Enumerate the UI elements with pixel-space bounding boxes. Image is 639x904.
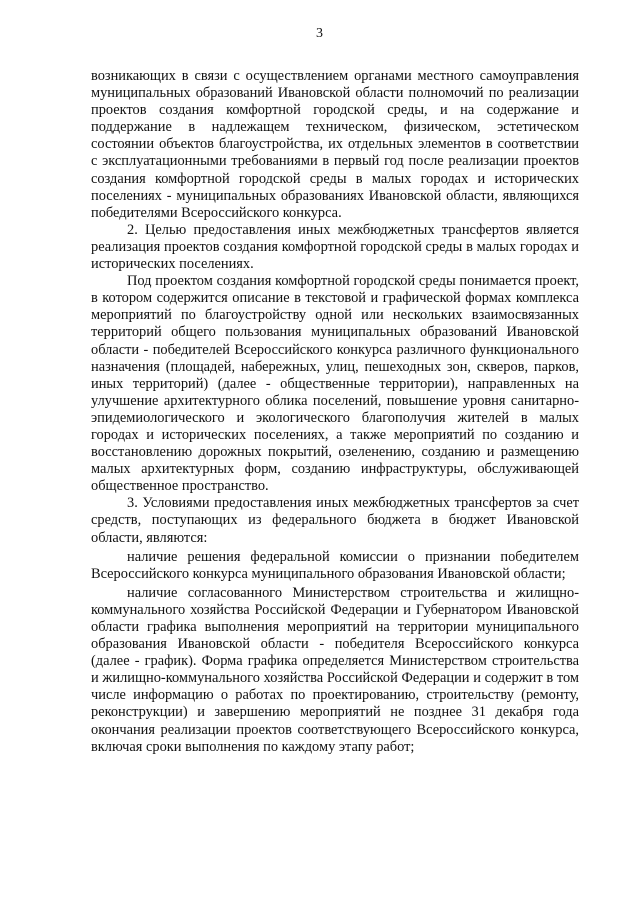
paragraph-goal: 2. Целью предоставления иных межбюджетных трансфертов является реализация проектов создания комфортной городской среды в малых городах и исторических поселениях. [91, 221, 579, 273]
page-number: 3 [316, 26, 323, 41]
document-body [91, 68, 579, 756]
paragraph-conditions: 3. Условиями предоставления иных межбюджетных трансфертов за счет средств, поступающих из федерального бюджета в бюджет Ивановской области, являются: [91, 495, 579, 546]
paragraph-continuation: возникающих в связи с осуществлением органами местного самоуправления муниципальных образований Ивановской области полномочий по реализации проектов создания комфортной городской среды, и на содержание и поддержание в надлежащем техническом, физическом, эстетическом состоянии объектов благоустройства, их отдельных элементов в соответствии с эксплуатационными требованиями в первый год после реализации проектов создания комфортной городской среды в малых городах и исторических поселениях - муниципальных образованиях Ивановской области, являющихся победителями Всероссийского конкурса. [91, 68, 579, 221]
paragraph-condition-commission: наличие решения федеральной комиссии о признании победителем Всероссийского конкурса муниципального образования Ивановской области; [91, 548, 579, 582]
paragraph-project-definition: Под проектом создания комфортной городской среды понимается проект, в котором содержится описание в текстовой и графической формах комплекса мероприятий по благоустройству одной или нескольких взаимосвязанных территорий общего пользования муниципальных образований Ивановской области - победителей Всероссийского конкурса различного функционального назначения (площадей, набережных, улиц, пешеходных зон, скверов, парков, иных территорий) (далее - общественные территории), направленных на улучшение архитектурного облика поселений, повышение уровня санитарно-эпидемиологического и экологического благополучия жителей в малых городах и исторических поселениях, а также мероприятий по созданию и восстановлению дорожных покрытий, озеленению, созданию и размещению малых архитектурных форм, созданию инфраструктуры, обслуживающей общественное пространство. [91, 273, 579, 495]
paragraph-condition-schedule: наличие согласованного Министерством строительства и жилищно-коммунального хозяйства Российской Федерации и Губернатором Ивановской области графика выполнения мероприятий на территории муниципального образования Ивановской области - победителя Всероссийского конкурса (далее - график). Форма графика определяется Министерством строительства и жилищно-коммунального хозяйства Российской Федерации и содержит в том числе информацию о работах по проектированию, строительству (ремонту, реконструкции) и завершению мероприятий не позднее 31 декабря года окончания реализации проектов соответствующего Всероссийского конкурса, включая сроки выполнения по каждому этапу работ; [91, 584, 579, 755]
